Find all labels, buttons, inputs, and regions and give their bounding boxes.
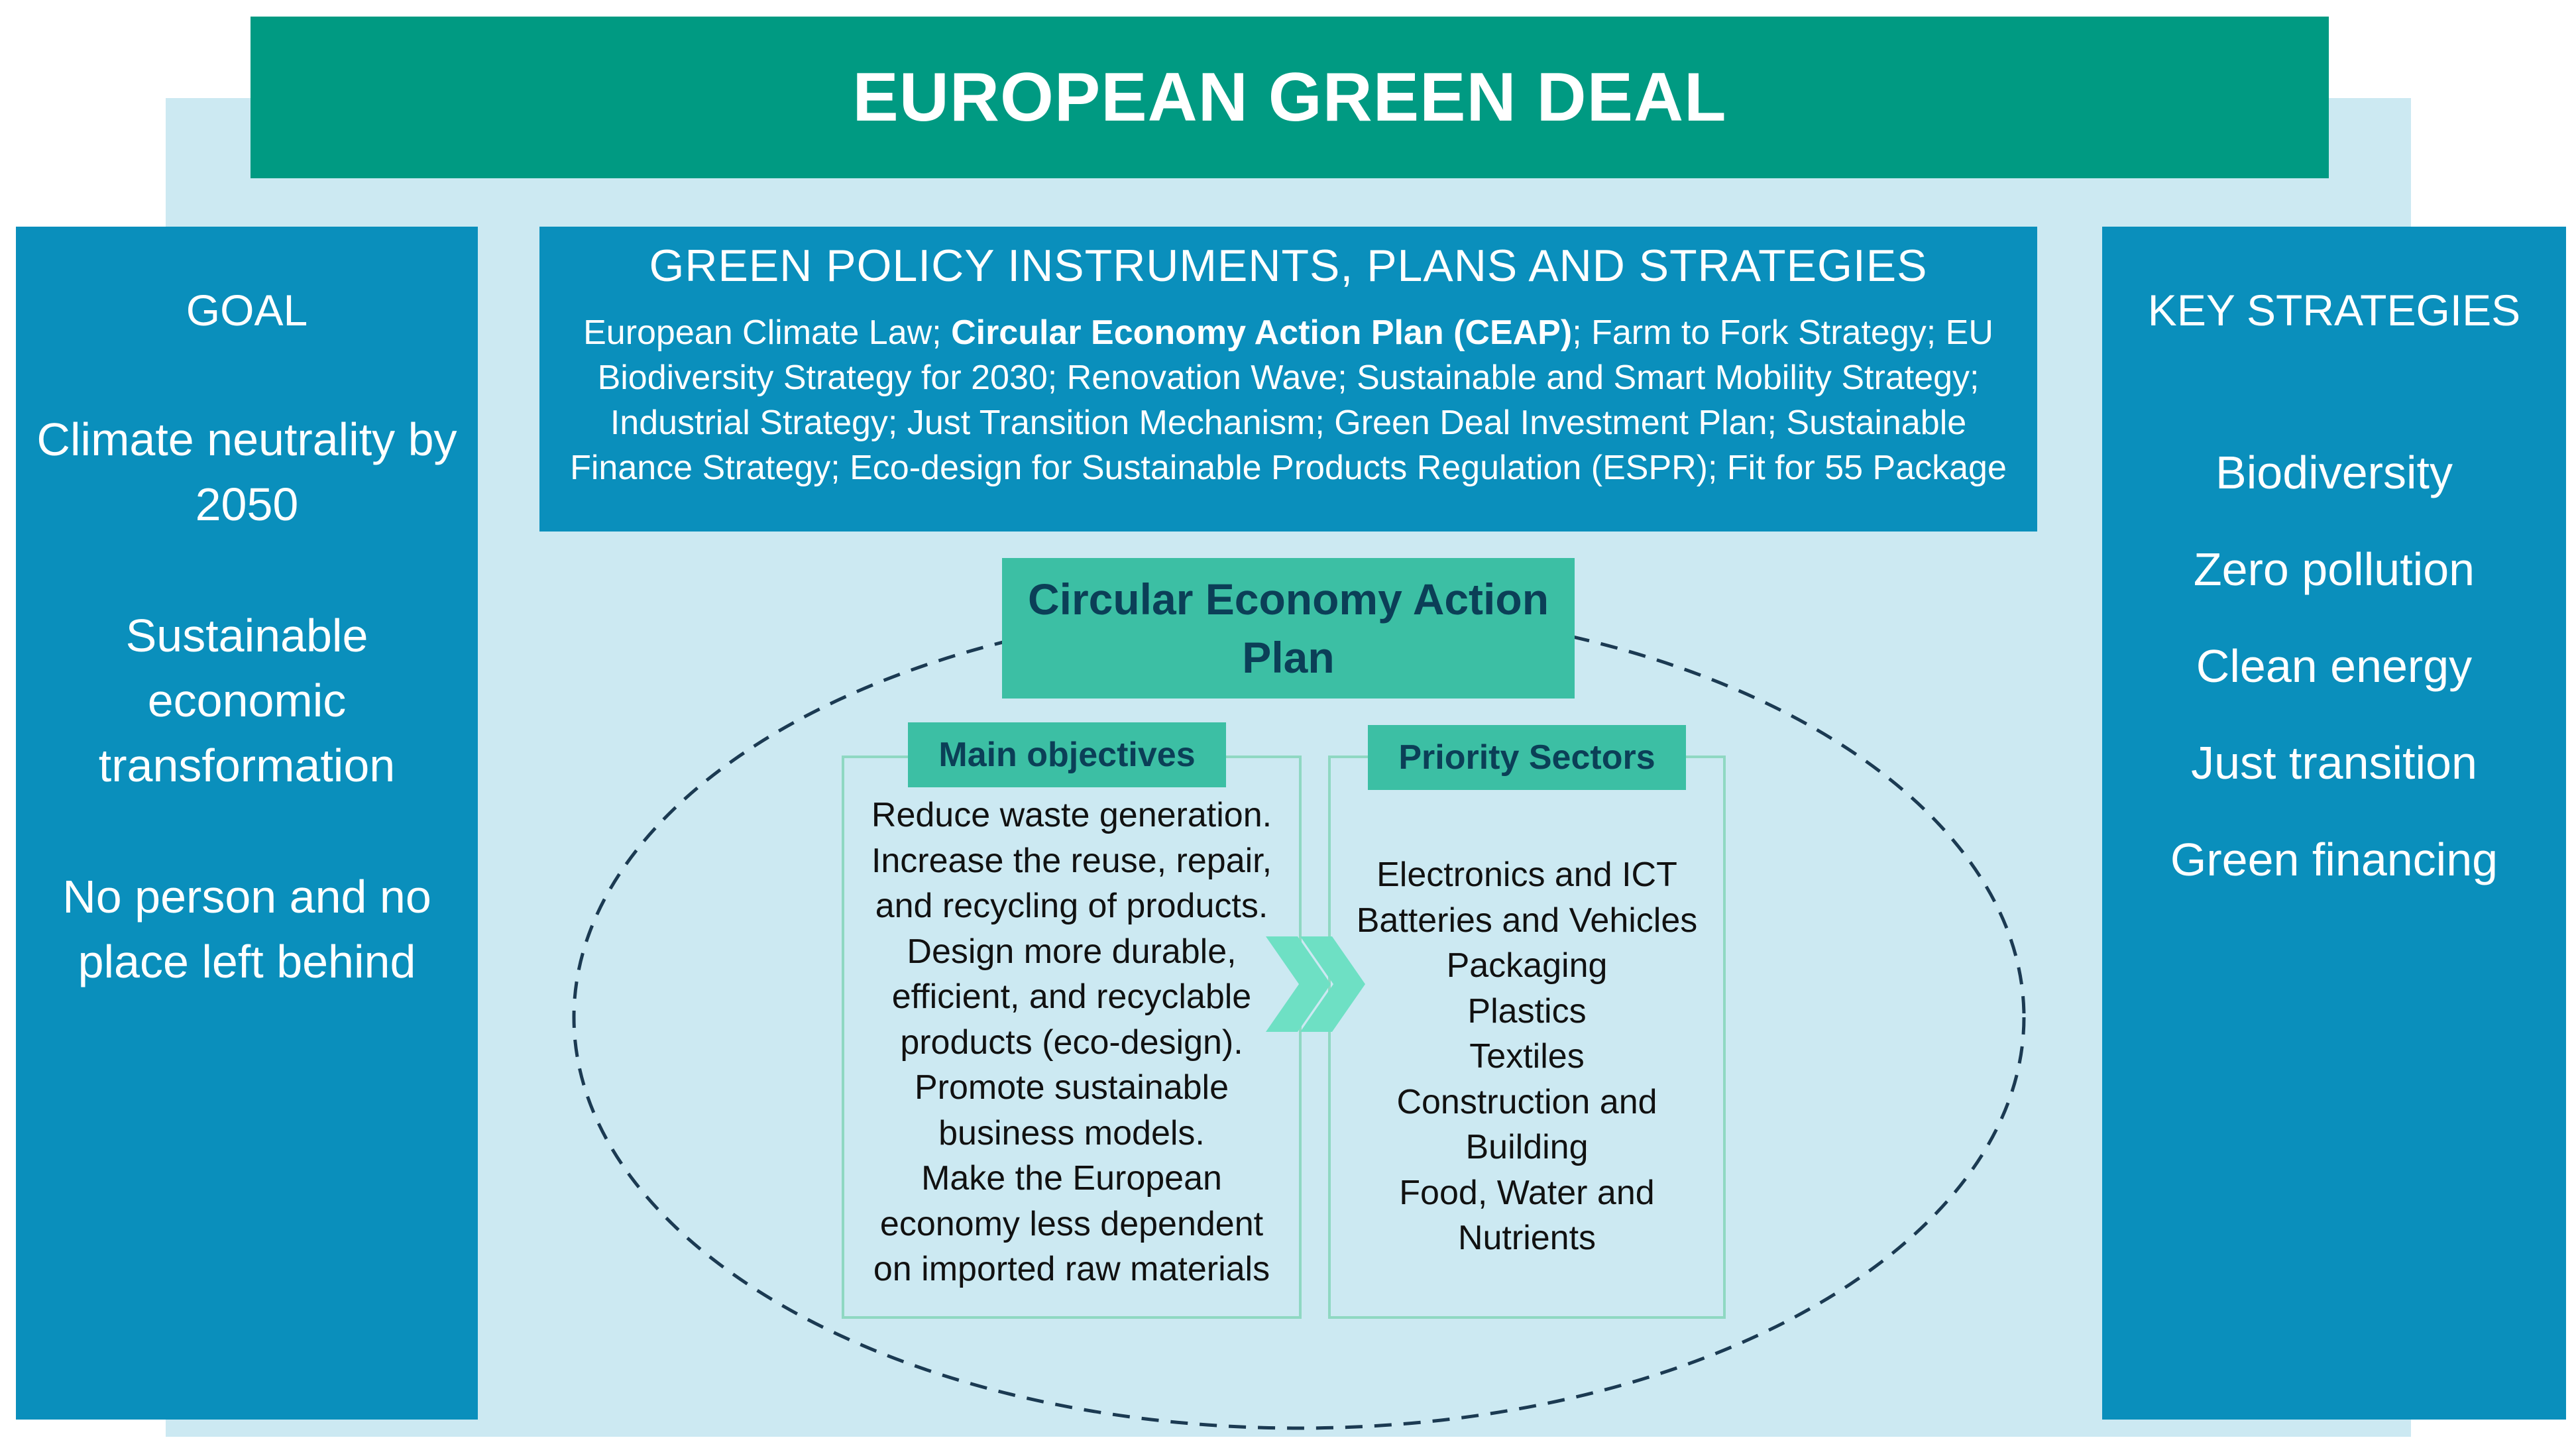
- ceap-title-box: [1002, 558, 1575, 699]
- ceap-title: Circular Economy Action Plan: [1027, 575, 1549, 682]
- objective-line: business models.: [938, 1113, 1205, 1152]
- goal-heading: GOAL: [186, 286, 308, 335]
- sectors-heading: Priority Sectors: [1368, 725, 1686, 790]
- double-chevron-right-icon: [1259, 924, 1378, 1044]
- objective-line: efficient, and recyclable: [891, 978, 1252, 1016]
- objective-line: Design more durable,: [907, 932, 1237, 971]
- strategy-item: Biodiversity: [2215, 447, 2453, 498]
- objectives-list: [844, 793, 1299, 1292]
- sectors-list: [1331, 852, 1723, 1261]
- key-strategies-column: [2102, 227, 2566, 1420]
- sector-line: Plastics: [1467, 991, 1587, 1031]
- policy-text-rest: ; Farm to Fork Strategy; EU Biodiversity Strategy for 2030; Renovation Wave; Sustainable and Smart Mobility Strategy; Industrial Strategy; Just Transition Mechanism; Green Deal Investment Plan; Sustainable Finance Strategy; Eco-design for Sustainable Products Regulation (ESPR); Fit for 55 Package: [570, 313, 2007, 487]
- goal-item: Sustainable economic transformation: [98, 610, 396, 791]
- strategy-item: Green financing: [2170, 834, 2498, 885]
- policy-text-start: European Climate Law;: [583, 313, 952, 352]
- objective-line: Reduce waste generation.: [871, 796, 1272, 834]
- objective-line: Make the European: [921, 1159, 1222, 1198]
- strategy-item: Just transition: [2191, 737, 2477, 789]
- sector-line: Construction and: [1396, 1082, 1657, 1121]
- objective-line: Promote sustainable: [914, 1068, 1229, 1107]
- sector-line: Nutrients: [1457, 1219, 1596, 1257]
- goal-item: Climate neutrality by 2050: [36, 414, 457, 530]
- objective-line: and recycling of products.: [875, 887, 1268, 925]
- policy-text-highlight: Circular Economy Action Plan (CEAP): [951, 313, 1573, 352]
- sector-line: Textiles: [1469, 1037, 1585, 1076]
- page-title: EUROPEAN GREEN DEAL: [852, 58, 1727, 136]
- key-strategies-heading: KEY STRATEGIES: [2147, 286, 2521, 335]
- objective-line: Increase the reuse, repair,: [871, 841, 1272, 880]
- sector-line: Electronics and ICT: [1376, 856, 1677, 894]
- strategy-item: Zero pollution: [2193, 543, 2475, 595]
- policy-heading: GREEN POLICY INSTRUMENTS, PLANS AND STRATEGIES: [649, 241, 1928, 291]
- objectives-heading: Main objectives: [908, 722, 1226, 787]
- objective-line: economy less dependent: [879, 1204, 1264, 1243]
- objective-line: on imported raw materials: [873, 1250, 1270, 1288]
- sector-line: Food, Water and: [1399, 1173, 1655, 1212]
- objective-line: products (eco-design).: [900, 1023, 1243, 1062]
- strategy-item: Clean energy: [2196, 640, 2473, 692]
- sector-line: Batteries and Vehicles: [1356, 901, 1698, 940]
- goal-item: No person and no place left behind: [62, 871, 431, 987]
- sector-line: Building: [1465, 1128, 1589, 1166]
- sector-line: Packaging: [1446, 946, 1608, 985]
